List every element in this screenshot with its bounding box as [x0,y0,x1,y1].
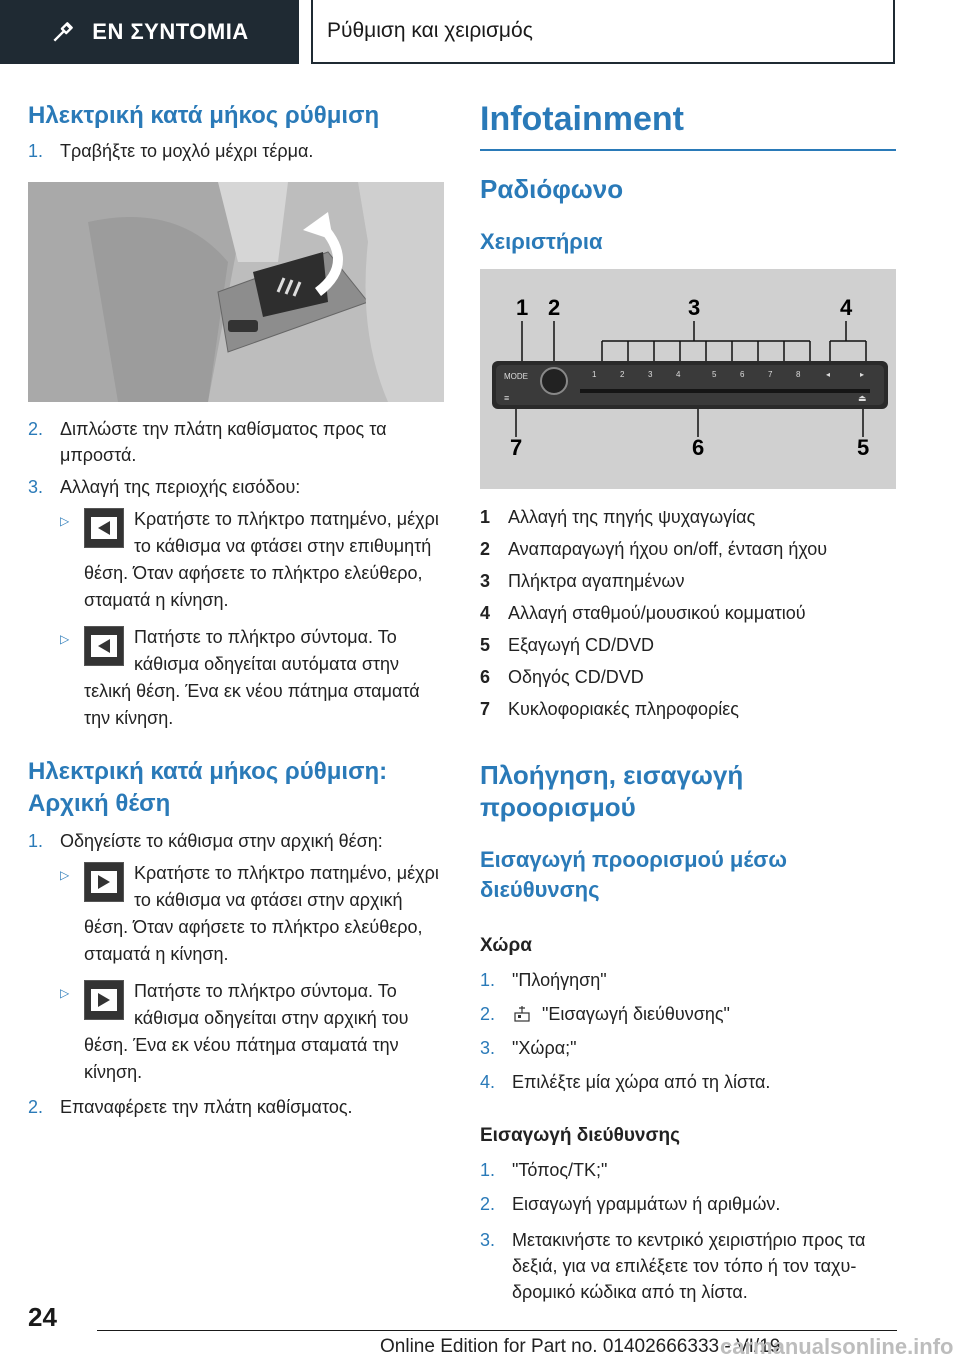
svg-text:◂: ◂ [826,370,831,379]
bullet-triangle-icon: ▷ [60,514,70,528]
step-number: 3. [480,1230,496,1250]
callout-5: 5 [857,435,870,460]
section-title-home-position: Ηλεκτρική κατά μήκος ρύθμιση: Αρχική θέση [28,758,388,817]
substep-text: Κρατήστε το πλήκτρο πατημένο, μέχρι το κάθισμα να φτάσει στην αρχική θέση. Όταν αφήσετε το πλήκτρο ελεύθερο, σταματά η κίνηση. [84,863,439,964]
subsection-title-address: Εισαγωγή προορισμού μέσω διεύθυνσης [480,847,787,902]
step-text: Οδηγείστε το κάθισμα στην αρχική θέση: [60,831,383,851]
step-text: "Τόπος/ΤΚ;" [512,1160,608,1180]
preset-key: 6 [740,370,745,379]
step-number: 2. [28,1097,44,1117]
step-1 [480,963,896,997]
step-number: 2. [28,419,44,439]
svg-text:▸: ▸ [860,370,865,379]
step-number: 1. [480,970,496,990]
subsection-title-controls: Χειριστήρια [480,229,603,254]
step-number: 3. [480,1038,496,1058]
step-2 [480,997,896,1031]
legend-text: Οδηγός CD/DVD [508,667,644,687]
legend-number: 2 [480,539,491,559]
radio-panel-diagram [480,269,896,489]
step-1 [480,1153,896,1187]
legend-item [480,597,896,629]
breadcrumb [311,0,895,64]
step-3 [28,474,448,500]
substep [28,860,448,968]
substep-text: Κρατήστε το πλήκτρο πατημένο, μέχρι το κάθισμα να φτάσει στην επιθυμητή θέση. Όταν αφήσετε το πλήκτρο ελεύθερο, σταματά η κίνηση. [84,509,439,610]
section-title-longitudinal: Ηλεκτρική κατά μήκος ρύθμιση [28,102,380,129]
step-number: 2. [480,1004,496,1024]
step-3 [480,1227,896,1305]
header-tab-label: ΕΝ ΣΥΝΤΟΜΙΑ [92,19,249,44]
step-text: "Χώρα;" [512,1038,577,1058]
callout-4: 4 [840,295,853,320]
step-text: Επιλέξτε μία χώρα από τη λίστα. [512,1072,771,1092]
step-text: Επαναφέρετε την πλάτη καθίσματος. [60,1097,353,1117]
preset-key: 7 [768,370,773,379]
step-2 [28,1094,448,1120]
preset-key: 5 [712,370,717,379]
substep-text: Πατήστε το πλήκτρο σύντομα. Το κάθισμα οδηγείται στην αρχική του θέση. Ένα εκ νέου πάτημα σταματά την κίνηση. [84,981,409,1082]
controls-legend [480,501,896,725]
country-steps [480,963,896,1099]
watermark: carmanualsonline.info [720,1334,954,1359]
callout-6: 6 [692,435,705,460]
step-3 [480,1031,896,1065]
radio-panel-photo [480,269,896,489]
legend-item [480,693,896,725]
chapter-title: Infotainment [480,100,896,151]
callout-7: 7 [510,435,523,460]
section-title-radio: Ραδιόφωνο [480,174,624,204]
preset-key: 4 [676,370,681,379]
legend-text: Πλήκτρα αγαπημένων [508,571,685,591]
seat-forward-key-icon [84,508,124,548]
legend-item [480,565,896,597]
bullet-triangle-icon: ▷ [60,632,70,646]
callout-3: 3 [688,295,701,320]
substep [28,506,448,614]
page-number: 24 [28,1302,57,1332]
country-label: Χώρα [480,935,532,956]
legend-item [480,629,896,661]
quick-reference-icon [50,19,76,45]
address-steps [480,1153,896,1305]
step-2 [28,416,448,468]
footer-divider [97,1330,897,1331]
substep-text: Πατήστε το πλήκτρο σύντομα. Το κάθισμα οδηγείται αυτόματα στην τελική θέση. Ένα εκ νέου πάτημα σταματά την κίνηση. [84,627,420,728]
substep [28,978,448,1086]
seat-forward-key-icon [84,626,124,666]
preset-key: 2 [620,370,625,379]
step-text: "Εισαγωγή διεύθυνσης" [542,1004,730,1024]
legend-number: 7 [480,699,491,719]
address-label: Εισαγωγή διεύθυνσης [480,1125,680,1146]
step-number: 3. [28,477,44,497]
legend-text: Αναπαραγωγή ήχου on/off, ένταση ήχου [508,539,828,559]
seat-lever-photo [28,182,444,402]
svg-text:≡: ≡ [504,393,510,403]
step-text: Αλλαγή της περιοχής εισόδου: [60,477,301,497]
legend-number: 4 [480,603,491,623]
address-entry-icon [512,997,536,1031]
step-text: "Πλοήγηση" [512,970,607,990]
legend-number: 1 [480,507,491,527]
bullet-triangle-icon: ▷ [60,868,70,882]
legend-text: Κυκλοφοριακές πληροφορίες [508,699,739,719]
callout-2: 2 [548,295,561,320]
step-number: 1. [480,1160,496,1180]
step-text: Μετακινήστε το κεντρικό χειριστήριο προς τα δεξιά, για να επιλέξετε τον τόπο ή τον ταχυδρομικό κώδικα από τη λίστα. [512,1230,866,1302]
breadcrumb-label: Ρύθμιση και χειρισμός [327,19,533,42]
legend-item [480,533,896,565]
step-text: Εισαγωγή γραμμάτων ή αριθμών. [512,1194,781,1214]
legend-number: 5 [480,635,491,655]
svg-text:⏏: ⏏ [858,393,867,403]
preset-key: 3 [648,370,653,379]
step-2 [480,1187,896,1221]
legend-text: Αλλαγή σταθμού/μουσικού κομματιού [508,603,806,623]
legend-item [480,661,896,693]
header-tab[interactable] [0,0,299,64]
step-number: 2. [480,1194,496,1214]
section-title-navigation: Πλοήγηση, εισαγωγή προορισμού [480,760,744,822]
legend-text: Εξαγωγή CD/DVD [508,635,655,655]
legend-number: 3 [480,571,491,591]
step-text: Διπλώστε την πλάτη καθίσματος προς τα μπροστά. [60,419,387,465]
mode-button: MODE [504,372,528,381]
step-number: 4. [480,1072,496,1092]
seat-back-key-icon [84,980,124,1020]
step-1 [28,828,448,854]
step-1 [28,138,448,164]
step-number: 1. [28,831,44,851]
seat-back-key-icon [84,862,124,902]
legend-item [480,501,896,533]
step-number: 1. [28,141,44,161]
substep [28,624,448,732]
legend-text: Αλλαγή της πηγής ψυχαγωγίας [508,507,756,527]
left-column [28,100,448,1120]
legend-number: 6 [480,667,491,687]
right-column [480,100,896,1305]
preset-key: 1 [592,370,597,379]
callout-1: 1 [516,295,529,320]
bullet-triangle-icon: ▷ [60,986,70,1000]
preset-key: 8 [796,370,801,379]
step-4 [480,1065,896,1099]
edition-footer: Online Edition for Part no. 01402666333 - VI/19 [380,1336,781,1357]
step-text: Τραβήξτε το μοχλό μέχρι τέρμα. [60,141,314,161]
